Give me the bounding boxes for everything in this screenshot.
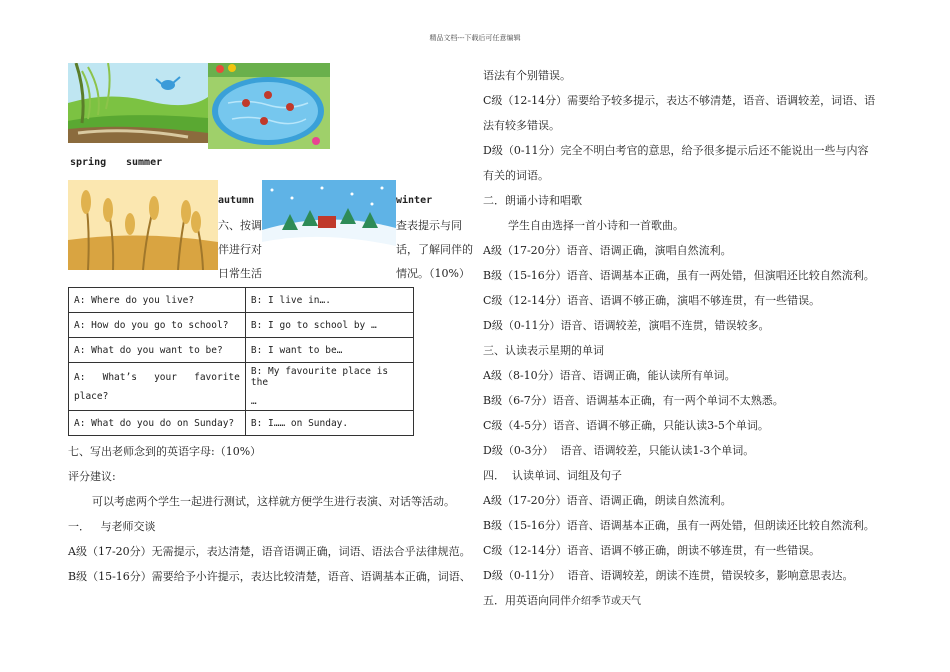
advice-heading: 评分建议:: [68, 470, 116, 483]
table-cell: [245, 363, 413, 411]
right-line-2: C级（12-14分）需要给予较多提示，表达不够清楚，语音、语调较差，词语、语: [483, 94, 876, 107]
spring-label: spring: [70, 157, 107, 168]
autumn-label: autumn: [218, 195, 255, 206]
table-cell: B: I…… on Sunday.: [245, 411, 413, 436]
right-line-1: 语法有个别错误。: [483, 69, 571, 82]
right-line-8: B级（15-16分）语音、语调基本正确，虽有一两处错，但演唱还比较自然流利。: [483, 269, 875, 282]
spring-image: [68, 63, 208, 143]
page-header: 精品文档---下载后可任意编辑: [429, 34, 521, 42]
right-line-18: D级（0-11分） 语音、语调较差，朗读不连贯，错误较多，影响意思表达。: [483, 569, 854, 582]
right-line-9: C级（12-14分）语音、语调不够正确，演唱不够连贯，有一些错误。: [483, 294, 821, 307]
table-cell: A: What do you want to be?: [69, 338, 246, 363]
section6-line3b: 情况。（10%）: [396, 267, 470, 280]
right-line-3: 法有较多错误。: [483, 119, 560, 132]
table-cell: B: I live in….: [245, 288, 413, 313]
right-line-17: C级（12-14分）语音、语调不够正确，朗读不够连贯，有一些错误。: [483, 544, 821, 557]
summer-image: [208, 63, 330, 149]
section4-heading: 四． 认读单词、词组及句子: [483, 469, 622, 482]
right-line-6: 学生自由选择一首小诗和一首歌曲。: [508, 219, 684, 232]
winter-label: winter: [396, 195, 433, 206]
table-cell: B: I go to school by …: [245, 313, 413, 338]
section3-heading: 三、认读表示星期的单词: [483, 344, 604, 357]
section5-heading-a: 五．用英语向同伴: [483, 594, 571, 607]
winter-image: [262, 180, 396, 270]
section1-heading: 一． 与老师交谈: [68, 520, 156, 533]
right-line-12: B级（6-7分）语音、语调基本正确，有一两个单词不太熟悉。: [483, 394, 784, 407]
section6-line2b: 话，了解同伴的: [396, 243, 473, 256]
section6-line2a: 伴进行对: [218, 243, 262, 256]
summer-label: summer: [126, 157, 163, 168]
table-row: [69, 288, 414, 313]
cell-line: …: [250, 396, 257, 407]
right-line-15: A级（17-20分）语音、语调正确，朗读自然流利。: [483, 494, 732, 507]
section6-line1b: 查表提示与同: [396, 219, 462, 232]
right-line-7: A级（17-20分）语音、语调正确，演唱自然流利。: [483, 244, 732, 257]
right-line-5: 有关的词语。: [483, 169, 549, 182]
right-line-11: A级（8-10分）语音、语调正确，能认读所有单词。: [483, 369, 736, 382]
right-line-10: D级（0-11分）语音、语调较差，演唱不连贯，错误较多。: [483, 319, 770, 332]
right-line-13: C级（4-5分）语音、语调不够正确，只能认读3-5个单词。: [483, 419, 769, 432]
advice-text: 可以考虑两个学生一起进行测试，这样就方便学生进行表演、对话等活动。: [92, 495, 455, 508]
table-cell: A: How do you go to school?: [69, 313, 246, 338]
cell-line: place?: [74, 390, 109, 402]
section1-a: A级（17-20分）无需提示，表达清楚，语音语调正确，词语、语法合乎法律规范。: [68, 545, 471, 558]
cell-line: B: My favourite place is the: [250, 366, 389, 388]
section1-b: B级（15-16分）需要给予小许提示，表达比较清楚，语音、语调基本正确，词语、: [68, 570, 471, 583]
section7-heading: 七、写出老师念到的英语字母:（10%）: [68, 445, 262, 458]
right-line-4: D级（0-11分）完全不明白考官的意思，给予很多提示后还不能说出一些与内容: [483, 144, 869, 157]
table-cell: A: Where do you live?: [69, 288, 246, 313]
table-cell: [69, 363, 246, 411]
section2-heading: 二．朗诵小诗和唱歌: [483, 194, 582, 207]
autumn-image: [68, 180, 218, 270]
table-row: [69, 363, 414, 411]
section5-heading: [483, 594, 641, 609]
table-row: [69, 313, 414, 338]
table-cell: B: I want to be…: [245, 338, 413, 363]
right-line-16: B级（15-16分）语音、语调基本正确，虽有一两处错，但朗读还比较自然流利。: [483, 519, 875, 532]
section6-line1a: 六、按调: [218, 219, 262, 232]
table-cell: A: What do you do on Sunday?: [69, 411, 246, 436]
dialogue-table: [68, 287, 414, 436]
right-line-14: D级（0-3分） 语音、语调较差，只能认读1-3个单词。: [483, 444, 755, 457]
cell-line: A: What’s your favorite: [74, 371, 240, 383]
table-row: [69, 338, 414, 363]
table-row: [69, 411, 414, 436]
section5-heading-b: 介绍季节或天气: [571, 596, 641, 607]
section6-line3a: 日常生活: [218, 267, 262, 280]
